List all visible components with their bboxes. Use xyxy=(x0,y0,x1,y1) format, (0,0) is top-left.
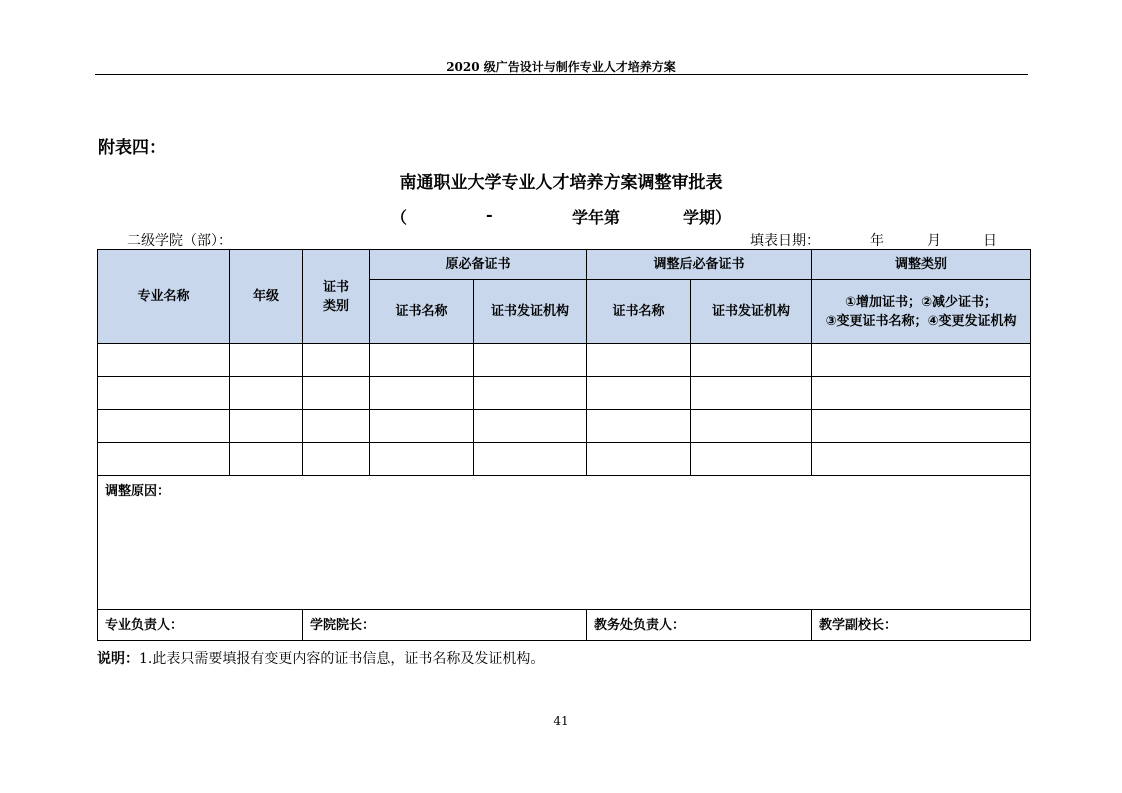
appendix-label: 附表四： xyxy=(98,138,166,158)
header-original-certs: 原必备证书 xyxy=(370,250,587,280)
cell-adj-issuer[interactable] xyxy=(691,344,812,377)
cell-adj-issuer[interactable] xyxy=(691,377,812,410)
cell-cert-type[interactable] xyxy=(303,410,370,443)
adjustment-reason-label: 调整原因： xyxy=(105,484,171,499)
note-text: 1.此表只需要填报有变更内容的证书信息，证书名称及发证机构。 xyxy=(139,651,545,667)
signer-academic-office[interactable]: 教务处负责人： xyxy=(587,610,812,641)
cell-orig-name[interactable] xyxy=(370,443,474,476)
cell-adj-name[interactable] xyxy=(587,443,691,476)
cell-adjust-type[interactable] xyxy=(812,443,1031,476)
header-adjusted-cert-name: 证书名称 xyxy=(587,280,691,344)
cell-major[interactable] xyxy=(98,443,230,476)
header-adjust-type-options xyxy=(812,280,1031,344)
cell-orig-name[interactable] xyxy=(370,410,474,443)
table-row xyxy=(98,410,1031,443)
cell-adj-name[interactable] xyxy=(587,410,691,443)
adjustment-reason-cell[interactable] xyxy=(98,476,1031,610)
cell-cert-type[interactable] xyxy=(303,344,370,377)
adjust-type-line2: ③变更证书名称；④变更发证机构 xyxy=(825,313,1017,329)
cell-adj-name[interactable] xyxy=(587,344,691,377)
cell-adj-name[interactable] xyxy=(587,377,691,410)
date-month-label: 月 xyxy=(927,233,941,249)
cell-adjust-type[interactable] xyxy=(812,410,1031,443)
term-open-paren: （ xyxy=(391,208,408,227)
fill-date-label: 填表日期： xyxy=(750,233,820,249)
header-divider xyxy=(95,74,1028,75)
adjust-type-line1: ①增加证书；②减少证书； xyxy=(845,294,998,310)
cell-major[interactable] xyxy=(98,377,230,410)
term-dash: - xyxy=(486,205,493,224)
header-original-cert-name: 证书名称 xyxy=(370,280,474,344)
cell-orig-issuer[interactable] xyxy=(474,344,587,377)
header-cert-type-line2: 类别 xyxy=(322,298,349,314)
term-year-label: 学年第 xyxy=(572,208,621,227)
header-cert-type xyxy=(303,250,370,344)
page-number: 41 xyxy=(553,714,569,728)
note-label: 说明： xyxy=(97,651,139,667)
cell-orig-name[interactable] xyxy=(370,377,474,410)
table-row xyxy=(98,377,1031,410)
cell-adjust-type[interactable] xyxy=(812,344,1031,377)
signer-major-head[interactable]: 专业负责人： xyxy=(98,610,303,641)
cell-orig-issuer[interactable] xyxy=(474,377,587,410)
term-semester-label: 学期） xyxy=(683,208,732,227)
cell-major[interactable] xyxy=(98,410,230,443)
cell-adjust-type[interactable] xyxy=(812,377,1031,410)
cell-orig-issuer[interactable] xyxy=(474,410,587,443)
header-cert-type-line1: 证书 xyxy=(322,279,349,295)
header-adjusted-cert-issuer: 证书发证机构 xyxy=(691,280,812,344)
cell-adj-issuer[interactable] xyxy=(691,443,812,476)
cell-orig-name[interactable] xyxy=(370,344,474,377)
page-header-title: 2020 级广告设计与制作专业人才培养方案 xyxy=(446,60,676,74)
cell-cert-type[interactable] xyxy=(303,377,370,410)
header-major-name: 专业名称 xyxy=(98,250,230,344)
cell-major[interactable] xyxy=(98,344,230,377)
cell-grade[interactable] xyxy=(230,410,303,443)
cell-grade[interactable] xyxy=(230,344,303,377)
table-row xyxy=(98,344,1031,377)
signer-dean[interactable]: 学院院长： xyxy=(303,610,587,641)
cell-grade[interactable] xyxy=(230,377,303,410)
header-original-cert-issuer: 证书发证机构 xyxy=(474,280,587,344)
date-day-label: 日 xyxy=(983,233,997,249)
cell-adj-issuer[interactable] xyxy=(691,410,812,443)
form-note xyxy=(97,648,544,668)
header-adjust-type: 调整类别 xyxy=(812,250,1031,280)
cell-cert-type[interactable] xyxy=(303,443,370,476)
department-label: 二级学院（部）： xyxy=(127,233,232,249)
header-grade: 年级 xyxy=(230,250,303,344)
date-year-label: 年 xyxy=(870,233,884,249)
cell-orig-issuer[interactable] xyxy=(474,443,587,476)
signer-vice-president[interactable]: 教学副校长： xyxy=(812,610,1031,641)
cell-grade[interactable] xyxy=(230,443,303,476)
table-row xyxy=(98,443,1031,476)
header-adjusted-certs: 调整后必备证书 xyxy=(587,250,812,280)
form-title: 南通职业大学专业人才培养方案调整审批表 xyxy=(399,173,723,193)
adjustment-approval-table xyxy=(97,249,1031,641)
